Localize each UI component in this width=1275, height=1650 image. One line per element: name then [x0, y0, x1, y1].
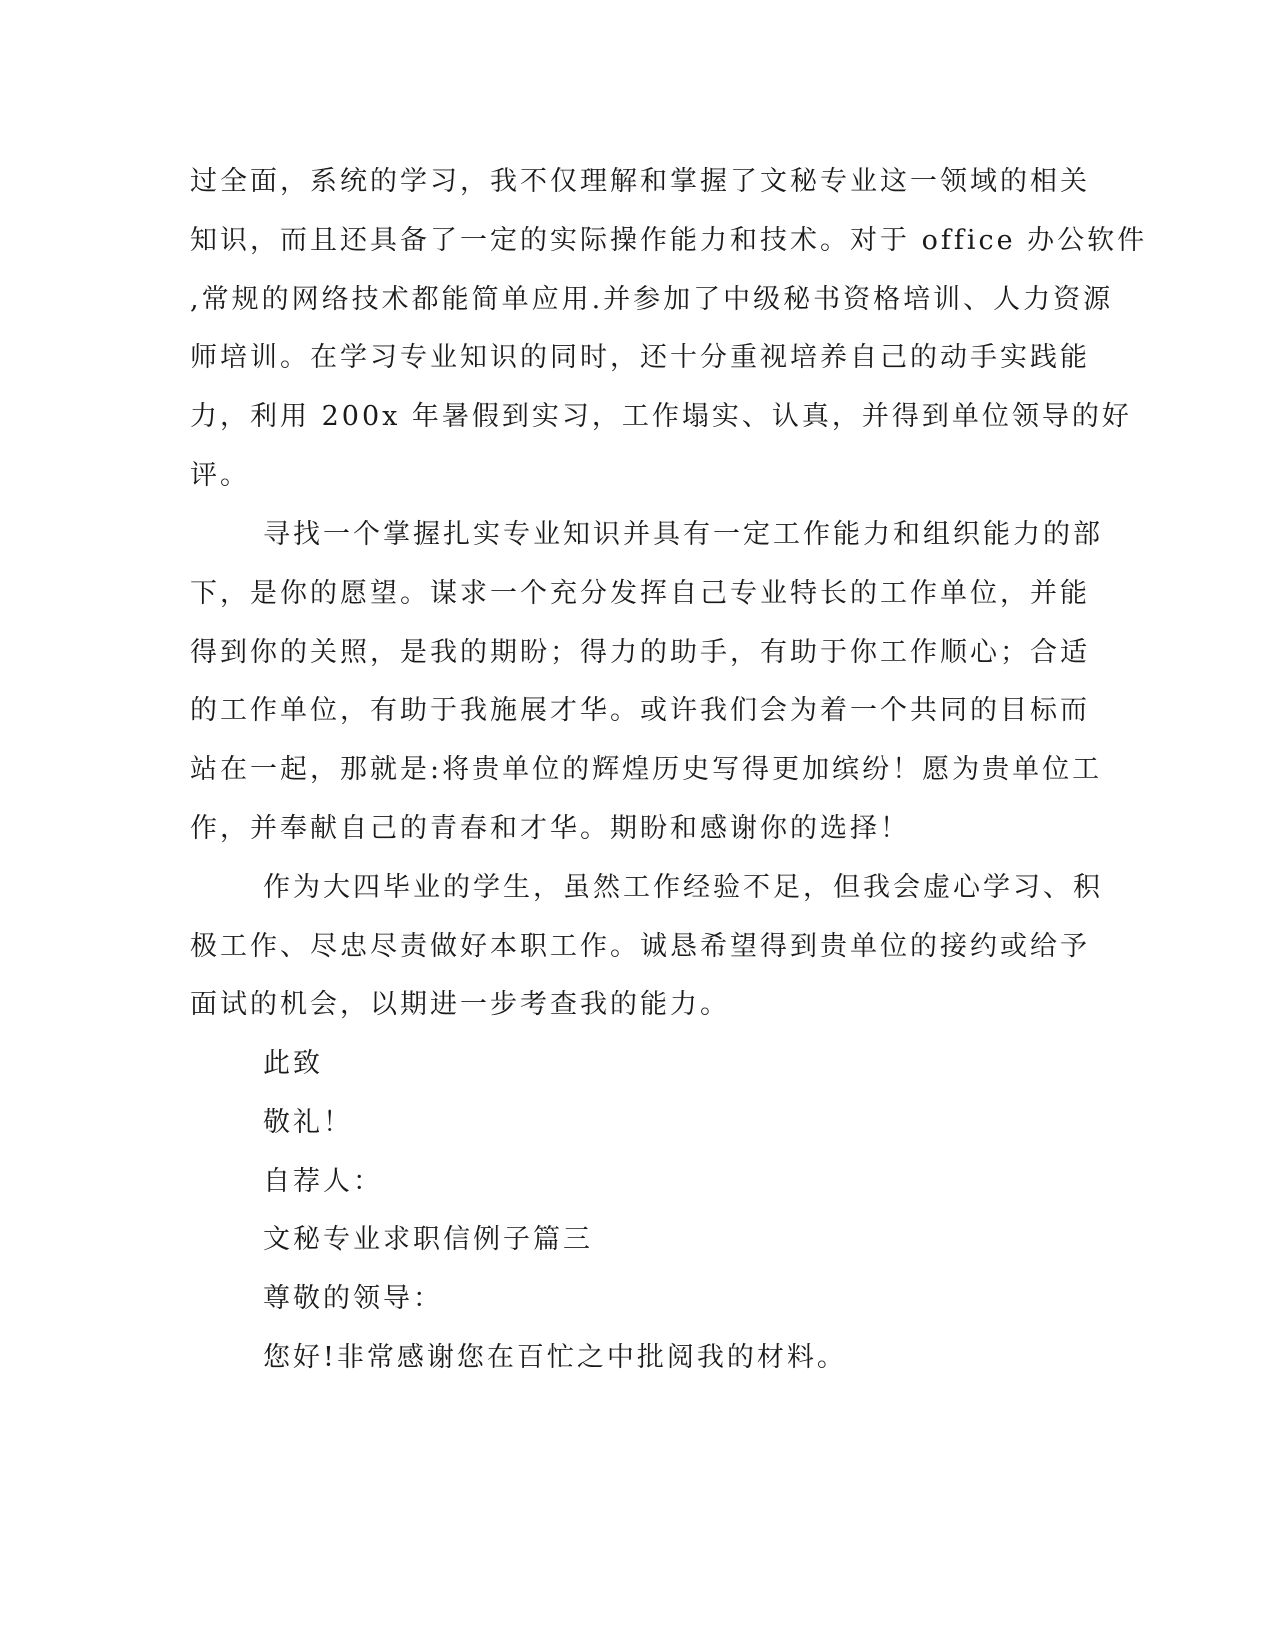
- body-text-line: 知识，而且还具备了一定的实际操作能力和技术。对于 office 办公软件: [190, 225, 1148, 256]
- section-title: 文秘专业求职信例子篇三: [263, 1224, 593, 1255]
- body-text-line: 寻找一个掌握扎实专业知识并具有一定工作能力和组织能力的部: [263, 519, 1103, 550]
- signature-line: 自荐人：: [263, 1166, 383, 1197]
- closing-salutation: 此致: [263, 1048, 323, 1079]
- body-text-line: ,常规的网络技术都能简单应用.并参加了中级秘书资格培训、人力资源: [190, 284, 1114, 315]
- body-text-line: 作，并奉献自己的青春和才华。期盼和感谢你的选择！: [190, 813, 910, 844]
- letter-opening: 您好!非常感谢您在百忙之中批阅我的材料。: [263, 1342, 847, 1373]
- body-text-line: 站在一起，那就是:将贵单位的辉煌历史写得更加缤纷！愿为贵单位工: [190, 754, 1103, 785]
- body-text-line: 师培训。在学习专业知识的同时，还十分重视培养自己的动手实践能: [190, 342, 1090, 373]
- body-text-line: 作为大四毕业的学生，虽然工作经验不足，但我会虚心学习、积: [263, 872, 1103, 903]
- body-text-line: 极工作、尽忠尽责做好本职工作。诚恳希望得到贵单位的接约或给予: [190, 931, 1090, 962]
- closing-regards: 敬礼！: [263, 1107, 353, 1138]
- body-text-line: 评。: [190, 460, 250, 491]
- body-text-line: 力，利用 200x 年暑假到实习，工作塌实、认真，并得到单位领导的好: [190, 401, 1132, 432]
- body-text-line: 的工作单位，有助于我施展才华。或许我们会为着一个共同的目标而: [190, 695, 1090, 726]
- letter-greeting: 尊敬的领导：: [263, 1283, 443, 1314]
- body-text-line: 面试的机会，以期进一步考查我的能力。: [190, 989, 730, 1020]
- body-text-line: 过全面，系统的学习，我不仅理解和掌握了文秘专业这一领域的相关: [190, 166, 1090, 197]
- body-text-line: 下，是你的愿望。谋求一个充分发挥自己专业特长的工作单位，并能: [190, 578, 1090, 609]
- body-text-line: 得到你的关照，是我的期盼；得力的助手，有助于你工作顺心；合适: [190, 637, 1090, 668]
